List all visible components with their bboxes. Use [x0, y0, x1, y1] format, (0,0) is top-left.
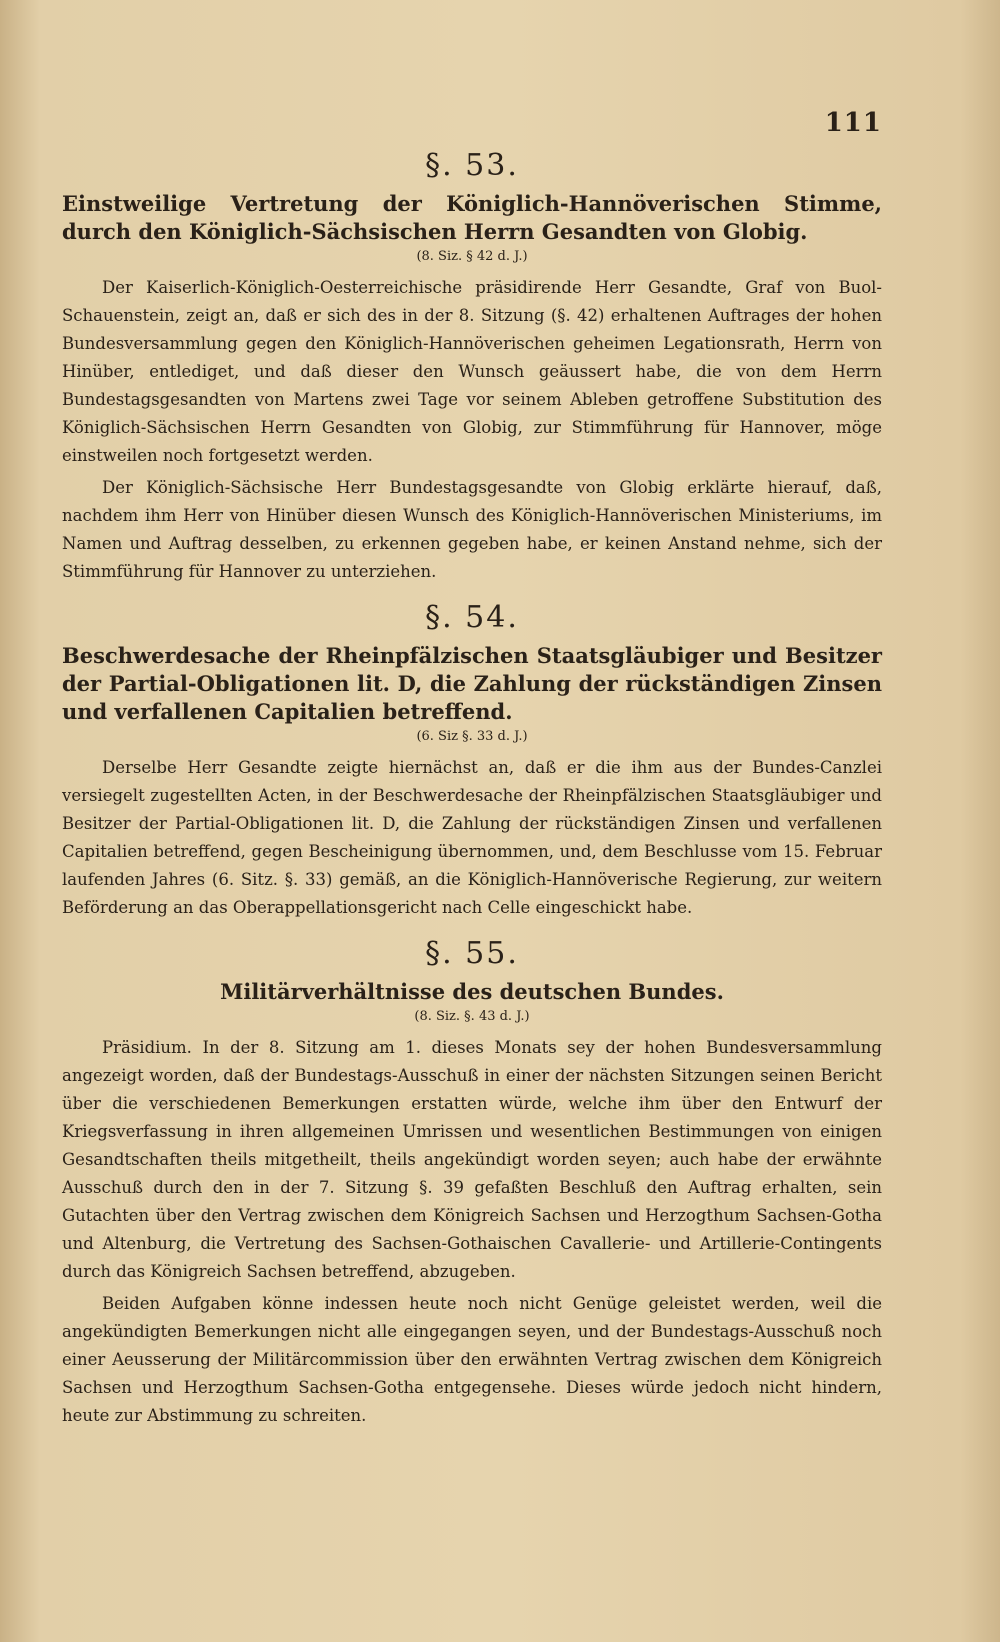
page-content	[62, 140, 882, 1430]
section-title: Beschwerdesache der Rheinpfälzischen Staatsgläubiger und Besitzer der Partial-Obligationen lit. D, die Zahlung der rückständigen Zinsen und verfallenen Capitalien betreffend.	[62, 643, 882, 724]
section-title: Einstweilige Vertretung der Königlich-Hannöverischen Stimme, durch den Königlich-Sächsischen Herrn Gesandten von Globig.	[62, 191, 882, 244]
page-number: 111	[824, 108, 882, 138]
section-number: §. 55.	[425, 936, 519, 971]
paragraph: Beiden Aufgaben könne indessen heute noch nicht Genüge geleistet werden, weil die angekündigten Bemerkungen nicht alle eingegangen seyen, und der Bundestags-Ausschuß noch einer Aeusserung der Militärcommission über den erwähnten Vertrag zwischen dem Königreich Sachsen und Herzogthum Sachsen-Gotha entgegensehe. Dieses würde jedoch nicht hindern, heute zur Abstimmung zu schreiten.	[62, 1294, 882, 1425]
paragraph: Derselbe Herr Gesandte zeigte hiernächst an, daß er die ihm aus der Bundes-Canzlei versiegelt zugestellten Acten, in der Beschwerdesache der Rheinpfälzischen Staatsgläubiger und Besitzer der Partial-Obligationen lit. D, die Zahlung der rückständigen Zinsen und verfallenen Capitalien betreffend, gegen Bescheinigung übernommen, und, dem Beschlusse vom 15. Februar laufenden Jahres (6. Sitz. §. 33) gemäß, an die Königlich-Hannöverische Regierung, zur weitern Beförderung an das Oberappellationsgericht nach Celle eingeschickt habe.	[62, 758, 882, 917]
paragraph: Präsidium. In der 8. Sitzung am 1. dieses Monats sey der hohen Bundesversammlung angezeigt worden, daß der Bundestags-Ausschuß in einer der nächsten Sitzungen seinen Bericht über die verschiedenen Bemerkungen erstatten würde, welche ihm über den Entwurf der Kriegsverfassung in ihren allgemeinen Umrissen und wesentlichen Bestimmungen von einigen Gesandtschaften theils mitgetheilt, theils angekündigt worden seyen; auch habe der erwähnte Ausschuß durch den in der 7. Sitzung §. 39 gefaßten Beschluß den Auftrag erhalten, sein Gutachten über den Vertrag zwischen dem Königreich Sachsen und Herzogthum Sachsen-Gotha und Altenburg, die Vertretung des Sachsen-Gothaischen Cavallerie- und Artillerie-Contingents durch das Königreich Sachsen betreffend, abzugeben.	[62, 1038, 882, 1281]
section-number: §. 54.	[425, 600, 519, 635]
section-54	[62, 596, 882, 922]
section-reference: (8. Siz. §. 43 d. J.)	[414, 1009, 530, 1024]
section-reference: (8. Siz. § 42 d. J.)	[416, 249, 528, 264]
section-53	[62, 144, 882, 586]
section-title: Militärverhältnisse des deutschen Bundes.	[220, 979, 724, 1004]
paragraph: Der Kaiserlich-Königlich-Oesterreichische präsidirende Herr Gesandte, Graf von Buol-Schauenstein, zeigt an, daß er sich des in der 8. Sitzung (§. 42) erhaltenen Auftrages der hohen Bundesversammlung gegen den Königlich-Hannöverischen geheimen Legationsrath, Herrn von Hinüber, entlediget, und daß dieser den Wunsch geäussert habe, die von dem Herrn Bundestagsgesandten von Martens zwei Tage vor seinem Ableben getroffene Substitution des Königlich-Sächsischen Herrn Gesandten von Globig, zur Stimmführung für Hannover, möge einstweilen noch fortgesetzt werden.	[62, 278, 882, 465]
paragraph: Der Königlich-Sächsische Herr Bundestagsgesandte von Globig erklärte hierauf, daß, nachdem ihm Herr von Hinüber diesen Wunsch des Königlich-Hannöverischen Ministeriums, im Namen und Auftrag desselben, zu erkennen gegeben habe, er keinen Anstand nehme, sich der Stimmführung für Hannover zu unterziehen.	[62, 478, 882, 581]
section-reference: (6. Siz §. 33 d. J.)	[416, 729, 528, 744]
section-number: §. 53.	[425, 148, 519, 183]
section-55	[62, 932, 882, 1430]
